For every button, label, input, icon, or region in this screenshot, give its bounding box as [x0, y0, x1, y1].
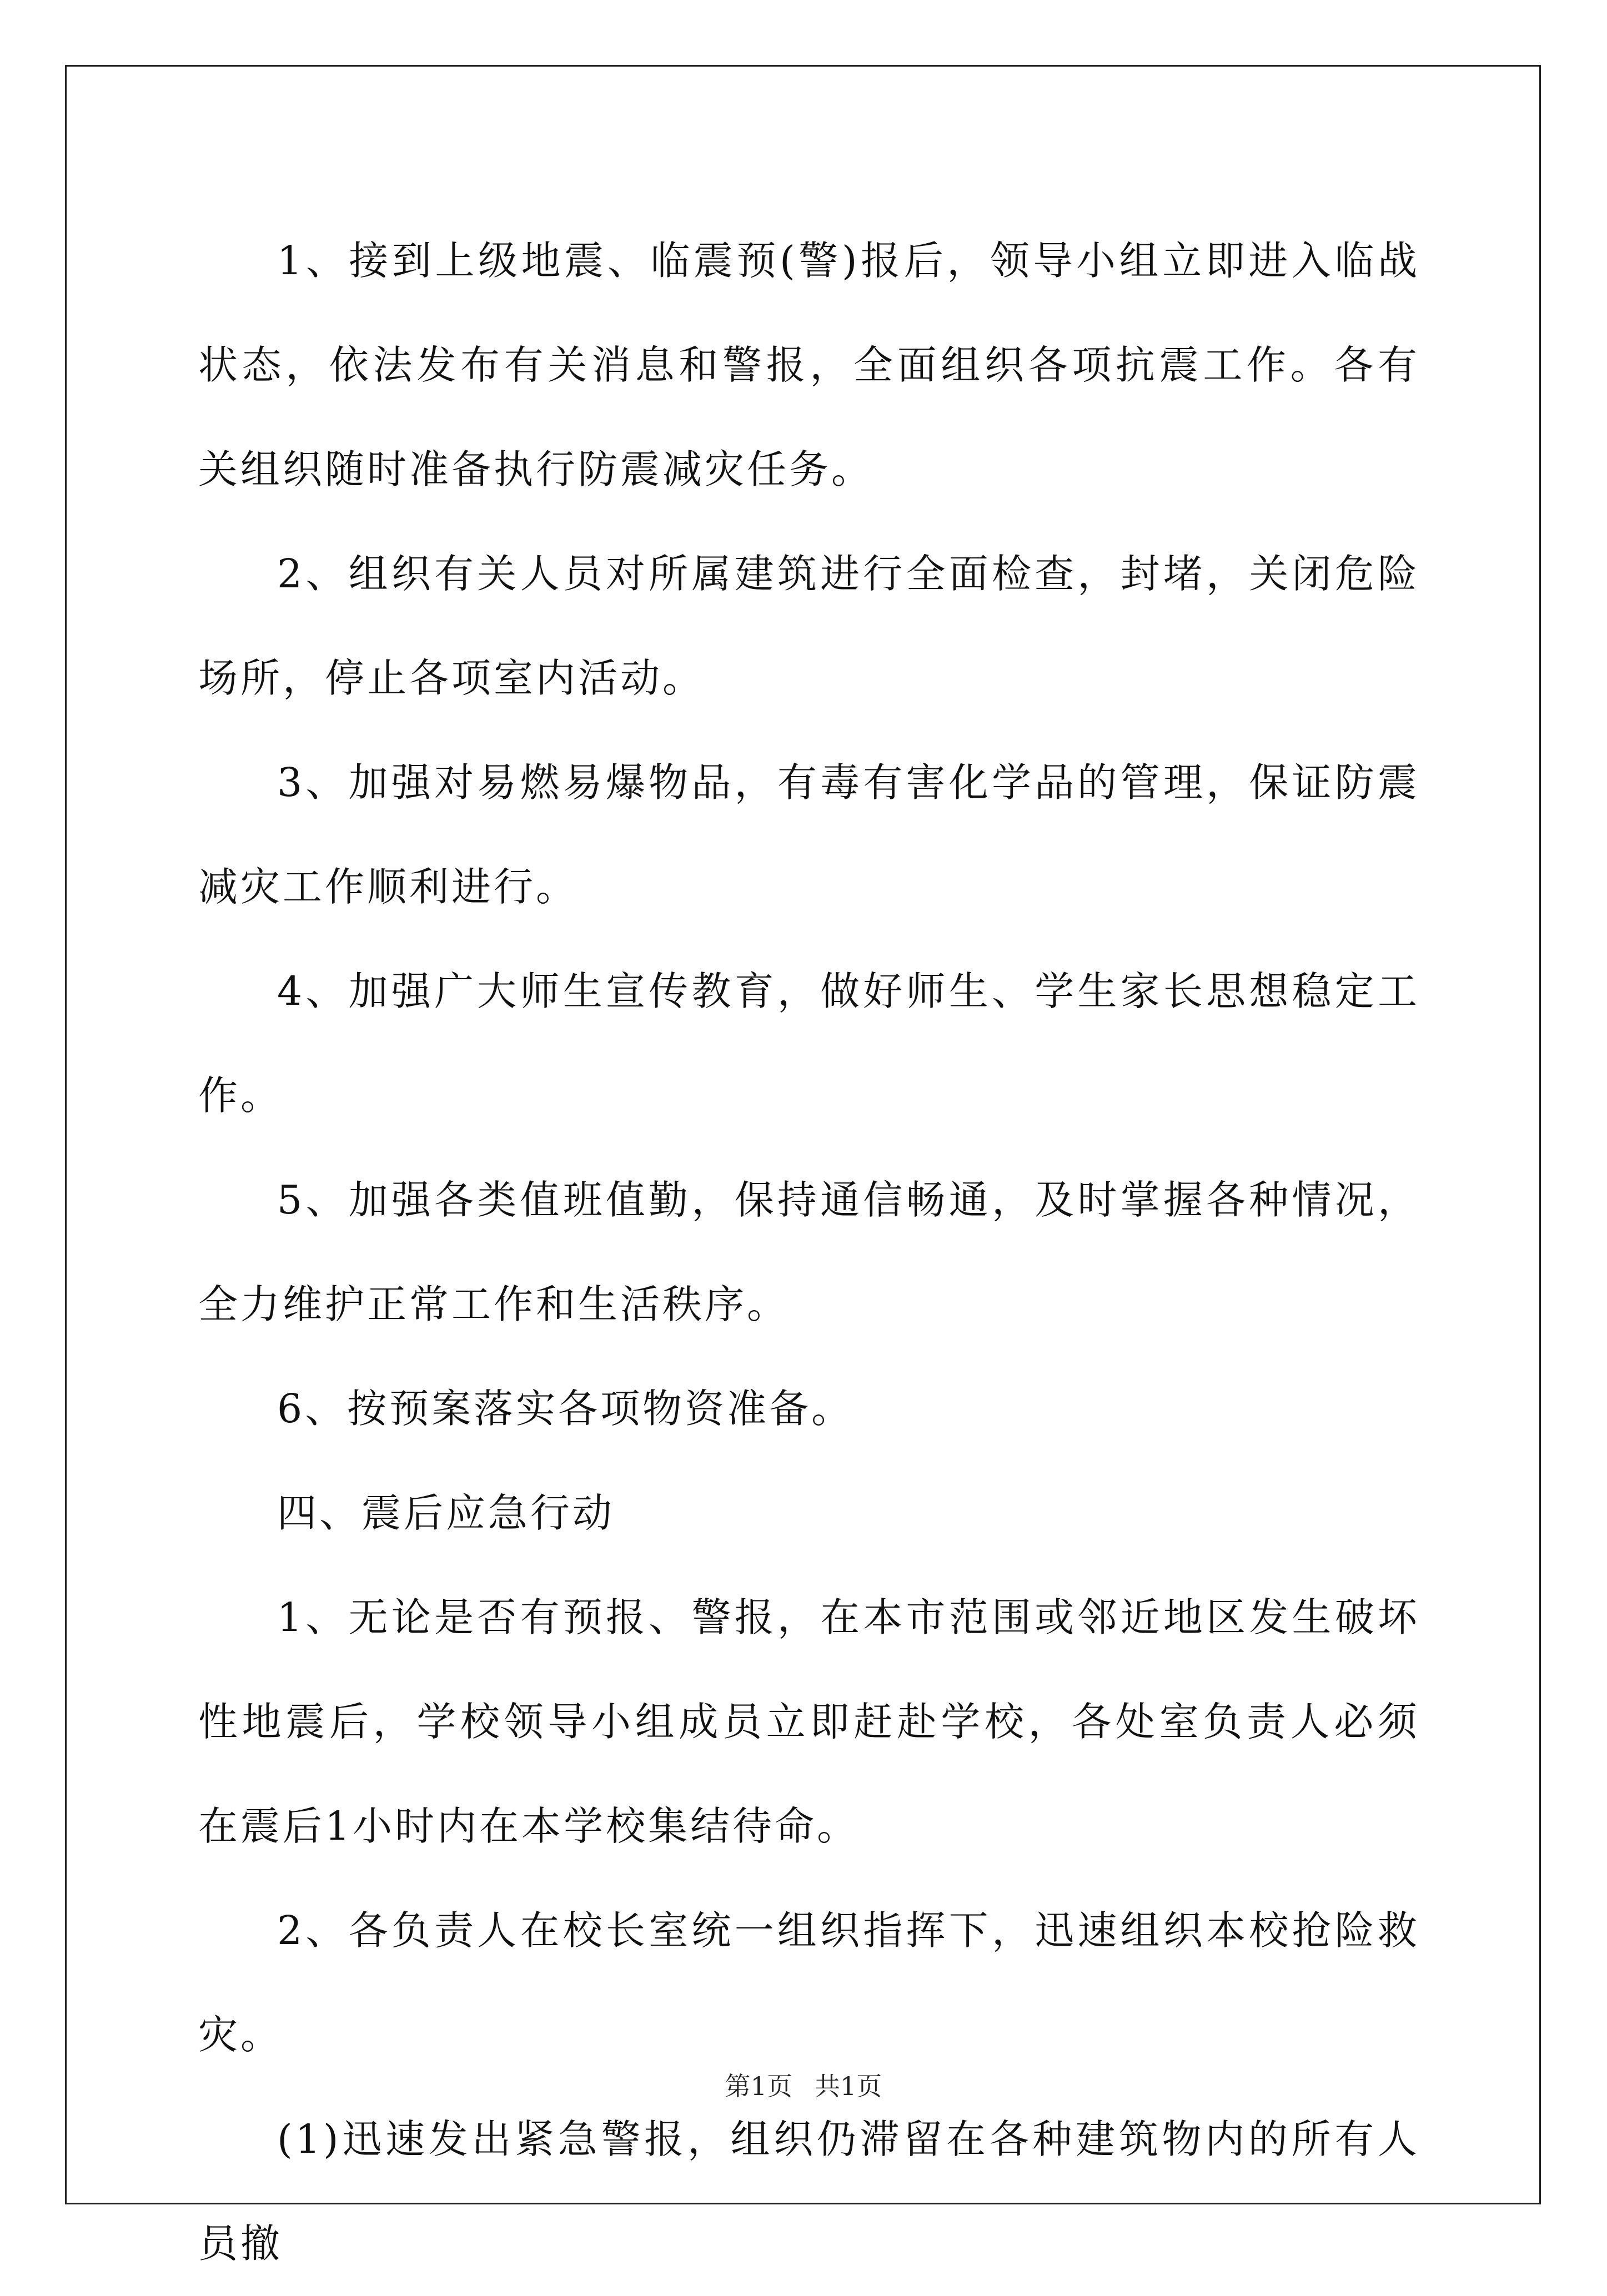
paragraph: 2、组织有关人员对所属建筑进行全面检查，封堵，关闭危险场所，停止各项室内活动。: [198, 551, 1420, 701]
paragraph: 4、加强广大师生宣传教育，做好师生、学生家长思想稳定工作。: [198, 968, 1420, 1119]
section-heading: 四、震后应急行动: [277, 1490, 615, 1536]
paragraph: 5、加强各类值班值勤，保持通信畅通，及时掌握各种情况，全力维护正常工作和生活秩序。: [198, 1177, 1420, 1327]
page-total: 共1页: [815, 2071, 882, 2101]
page-number: 第1页: [725, 2071, 792, 2101]
page-footer: [0, 2070, 1607, 2103]
paragraph: 6、按预案落实各项物资准备。: [277, 1386, 854, 1432]
paragraph: 3、加强对易燃易爆物品，有毒有害化学品的管理，保证防震减灾工作顺利进行。: [198, 759, 1420, 910]
paragraph: 1、无论是否有预报、警报，在本市范围或邻近地区发生破坏性地震后，学校领导小组成员立即赶赴学校，各处室负责人必须在震后1小时内在本学校集结待命。: [198, 1594, 1420, 1849]
paragraph: 2、各负责人在校长室统一组织指挥下，迅速组织本校抢险救灾。: [198, 1907, 1420, 2058]
paragraph: (1)迅速发出紧急警报，组织仍滞留在各种建筑物内的所有人员撤: [198, 2116, 1420, 2267]
document-body: [198, 209, 1420, 2296]
paragraph: 1、接到上级地震、临震预(警)报后，领导小组立即进入临战状态，依法发布有关消息和警报，全面组织各项抗震工作。各有关组织随时准备执行防震减灾任务。: [198, 238, 1420, 492]
